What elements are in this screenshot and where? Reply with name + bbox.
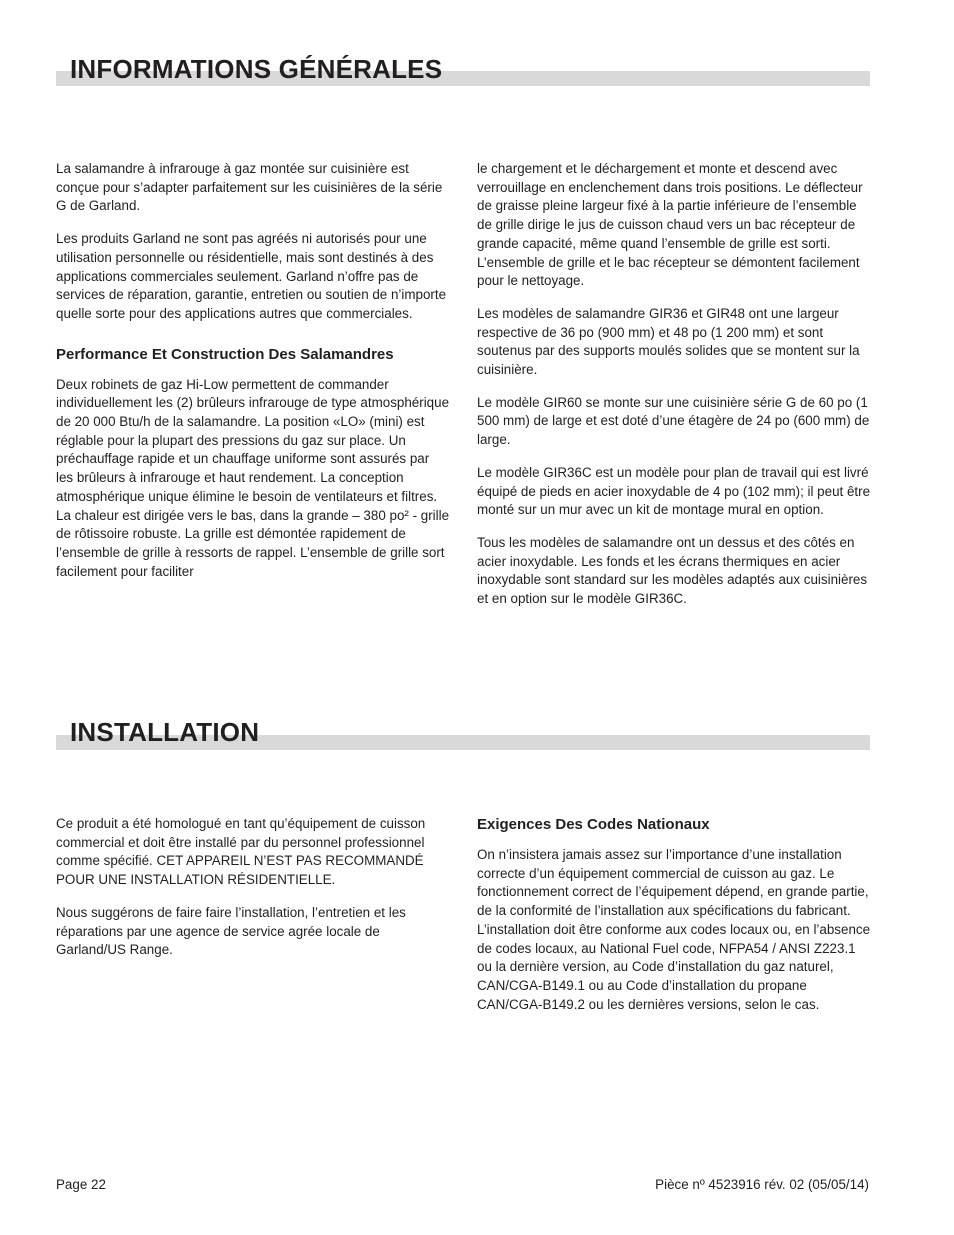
installation-left-column xyxy=(56,815,450,974)
general-left-column xyxy=(56,160,450,595)
paragraph: Les modèles de salamandre GIR36 et GIR48 ont une largeur respective de 36 po (900 mm) et 48 po (1 200 mm) et sont soutenus par des supports moulés solides que se montent sur la cuisinière. xyxy=(477,305,860,378)
part-number: Pièce nº 4523916 rév. 02 (05/05/14) xyxy=(655,1177,869,1192)
paragraph: Les produits Garland ne sont pas agréés ni autorisés pour une utilisation personnelle ou résidentielle, mais sont destinés à des applications commerciales seulement. Garland n’offre pas de services de réparation, garantie, entretien ou soutien de n’importe quelle sorte pour des applications autres que commerciales. xyxy=(56,231,447,321)
paragraph: La salamandre à infrarouge à gaz montée sur cuisinière est conçue pour s’adapter parfaitement sur les cuisinières de la série G de Garland. xyxy=(56,161,443,214)
subheading-codes: Exigences Des Codes Nationaux xyxy=(477,816,710,833)
paragraph: Le modèle GIR60 se monte sur une cuisinière série G de 60 po (1 500 mm) de large et est doté d’une étagère de 24 po (600 mm) de large. xyxy=(477,394,870,448)
section-title-general: INFORMATIONS GÉNÉRALES xyxy=(70,54,443,84)
paragraph: Deux robinets de gaz Hi-Low permettent de commander individuellement les (2) brûleurs infrarouge de type atmosphérique de 20 000 Btu/h de la salamandre. La position «LO» (mini) est réglable pour la plupart des pressions du gaz sur place. Un préchauffage rapide et un chauffage uniforme sont assurés par les brûleurs à infrarouge et haut rendement. La conception atmosphérique unique élimine le besoin de ventilateurs et filtres. La chaleur est dirigée vers le bas, dans la grande – 380 po² - grille de rôtissoire robuste. La grille est démontée rapidement de l’ensemble de grille à ressorts de rappel. L’ensemble de grille sort facilement pour faciliter xyxy=(56,376,450,579)
paragraph: Ce produit a été homologué en tant qu’équipement de cuisson commercial et doit être installé par du personnel professionnel comme spécifié. CET APPAREIL N’EST PAS RECOMMANDÉ POUR UNE INSTALLATION RÉSIDENTIELLE. xyxy=(56,816,426,888)
page-number: Page 22 xyxy=(56,1177,106,1192)
paragraph: Tous les modèles de salamandre ont un dessus et des côtés en acier inoxydable. Les fonds et les écrans thermiques en acier inoxydable sont standard sur les modèles adaptés aux cuisinières et en option sur le modèle GIR36C. xyxy=(477,534,868,607)
paragraph: le chargement et le déchargement et monte et descend avec verrouillage en enclenchement dans trois positions. Le déflecteur de graisse pleine largeur fixé à la partie inférieure de l’ensemble de grille dirige le jus de cuisson chaud vers un bac récepteur de grande capacité, même quand l’ensemble de grille est sorti. L’ensemble de grille et le bac récepteur se démontent facilement pour le nettoyage. xyxy=(477,161,863,289)
paragraph: On n’insistera jamais assez sur l’importance d’une installation correcte d’un équipement commercial de cuisson au gaz. Le fonctionnement correct de l’équipement dépend, en grande partie, de la conformité de l’installation aux spécifications du fabricant. L’installation doit être conforme aux codes locaux ou, en l’absence de codes locaux, au National Fuel code, NFPA54 / ANSI Z223.1 ou la dernière version, au Code d’installation du gaz naturel, CAN/CGA-B149.1 ou au Code d’installation du propane CAN/CGA-B149.2 ou les dernières versions, selon le cas. xyxy=(477,847,871,1012)
section-title-installation: INSTALLATION xyxy=(70,717,260,747)
subheading-performance: Performance Et Construction Des Salamandres xyxy=(56,345,394,363)
general-right-column xyxy=(477,160,871,623)
installation-right-column xyxy=(477,814,871,1028)
paragraph: Nous suggérons de faire faire l’installation, l’entretien et les réparations par une agence de service agrée locale de Garland/US Range. xyxy=(56,904,406,958)
paragraph: Le modèle GIR36C est un modèle pour plan de travail qui est livré équipé de pieds en acier inoxydable de 4 po (102 mm); il peut être monté sur un mur avec un kit de montage mural en option. xyxy=(477,464,871,518)
